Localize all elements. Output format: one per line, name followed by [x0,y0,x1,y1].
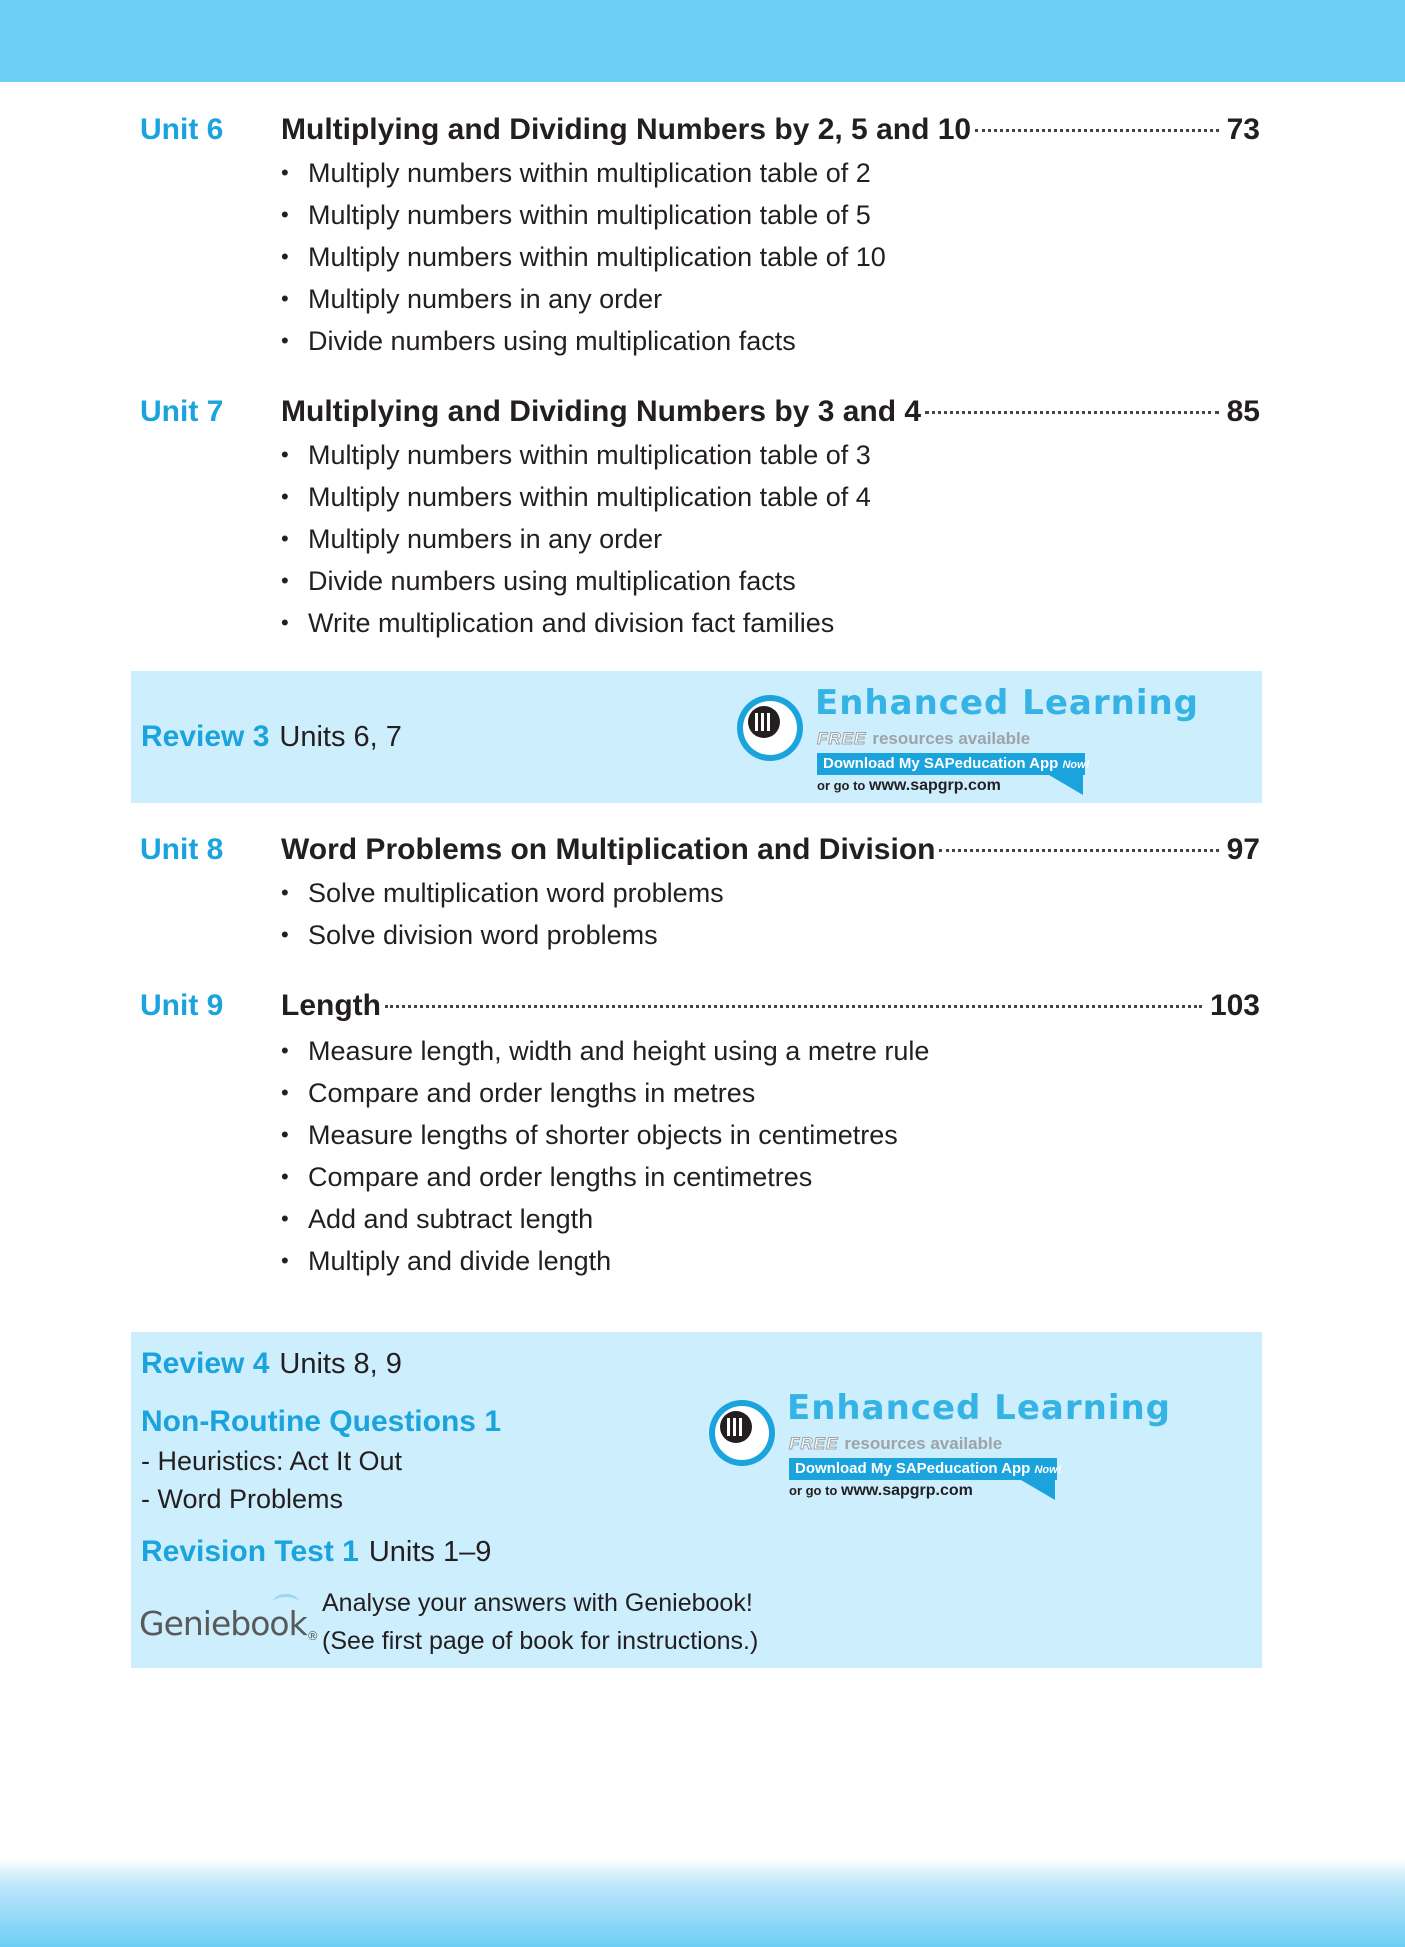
banner-arrow-tail [1021,1480,1055,1500]
review-label: Review 3 [141,720,270,753]
download-text: Download My SAPeducation App [795,1460,1031,1477]
revision-test-label: Revision Test 1 [141,1535,359,1568]
top-color-band [0,0,1405,82]
topic-item: • Measure lengths of shorter objects in centimetres [281,1114,1260,1156]
goto-text: or go to [789,1483,838,1498]
goto-line [789,1482,973,1500]
topic-item: • Solve multiplication word problems [281,872,1260,914]
geniebook-logo: Geniebook® [139,1604,318,1643]
app-logo-icon [709,1400,775,1466]
topic-item: • Compare and order lengths in metres [281,1072,1260,1114]
unit-label: Unit 8 [140,833,224,866]
topic-item: • Measure length, width and height using a metre rule [281,1030,1260,1072]
now-text: Now! [1062,759,1090,771]
goto-text: or go to [817,778,866,793]
topic-item: • Solve division word problems [281,914,1260,956]
topic-list [281,872,1260,956]
topic-item: • Compare and order lengths in centimetres [281,1156,1260,1198]
topic-item: • Multiply numbers within multiplication table of 10 [281,236,1260,278]
unit-title: Multiplying and Dividing Numbers by 2, 5 and 10 [281,113,972,146]
dot-leader [975,129,1219,132]
enhanced-title: Enhanced Learning [815,683,1200,723]
geniebook-line-1: Analyse your answers with Geniebook! [322,1589,753,1617]
download-text: Download My SAPeducation App [823,755,1059,772]
topic-item: • Divide numbers using multiplication facts [281,560,1260,602]
topic-item: • Add and subtract length [281,1198,1260,1240]
non-routine-section [141,1402,501,1518]
download-app-banner [817,753,1090,775]
unit-6-entry [140,108,1260,362]
enhanced-learning-badge [709,1388,1179,1498]
dot-leader [385,1005,1202,1008]
review-units: Units 6, 7 [279,721,402,753]
topic-list [281,152,1260,362]
review-label: Review 4 [141,1347,270,1380]
topic-list [281,434,1260,644]
unit-title: Multiplying and Dividing Numbers by 3 and 4 [281,395,922,428]
topic-list [281,1030,1260,1282]
enhanced-learning-badge [737,683,1207,793]
geniebook-logo-text: Geniebook [139,1604,307,1643]
resources-label: resources available [872,729,1031,748]
topic-item: • Multiply numbers in any order [281,278,1260,320]
download-app-banner [789,1458,1062,1480]
free-label: FREE [817,729,867,748]
dot-leader [925,411,1219,414]
website-url: www.sapgrp.com [841,1482,973,1499]
non-routine-label: Non-Routine Questions 1 [141,1405,501,1438]
page-number: 103 [1209,989,1260,1022]
banner-arrow-tail [1049,775,1083,795]
topic-item: • Multiply numbers within multiplication table of 5 [281,194,1260,236]
topic-item: • Multiply numbers within multiplication table of 4 [281,476,1260,518]
review-units: Units 8, 9 [279,1348,402,1380]
topic-item: • Multiply numbers within multiplication table of 2 [281,152,1260,194]
unit-7-entry [140,390,1260,644]
goto-line [817,777,1001,795]
topic-item: • Multiply and divide length [281,1240,1260,1282]
unit-label: Unit 7 [140,395,224,428]
page-number: 85 [1226,395,1260,428]
now-text: Now! [1034,1464,1062,1476]
topic-item: • Multiply numbers within multiplication table of 3 [281,434,1260,476]
unit-9-entry [140,984,1260,1282]
geniebook-line-2: (See first page of book for instructions.) [322,1627,759,1655]
revision-test-units: Units 1–9 [368,1536,492,1568]
website-url: www.sapgrp.com [869,777,1001,794]
topic-item: • Divide numbers using multiplication facts [281,320,1260,362]
revision-test-row [141,1530,491,1579]
page-number: 97 [1226,833,1260,866]
app-logo-icon [737,695,803,761]
resources-label: resources available [844,1434,1003,1453]
unit-title: Word Problems on Multiplication and Division [281,833,936,866]
unit-title: Length [281,989,381,1022]
non-routine-item: - Word Problems [141,1484,344,1514]
review-3-box [131,671,1262,803]
non-routine-item: - Heuristics: Act It Out [141,1446,403,1476]
topic-item: • Multiply numbers in any order [281,518,1260,560]
topic-item: • Write multiplication and division fact families [281,602,1260,644]
enhanced-title: Enhanced Learning [787,1388,1172,1428]
unit-label: Unit 9 [140,989,224,1022]
free-label: FREE [789,1434,839,1453]
dot-leader [939,849,1218,852]
unit-label: Unit 6 [140,113,224,146]
page-number: 73 [1226,113,1260,146]
bottom-color-band [0,1858,1405,1947]
review-4-box [131,1332,1262,1668]
unit-8-entry [140,828,1260,956]
